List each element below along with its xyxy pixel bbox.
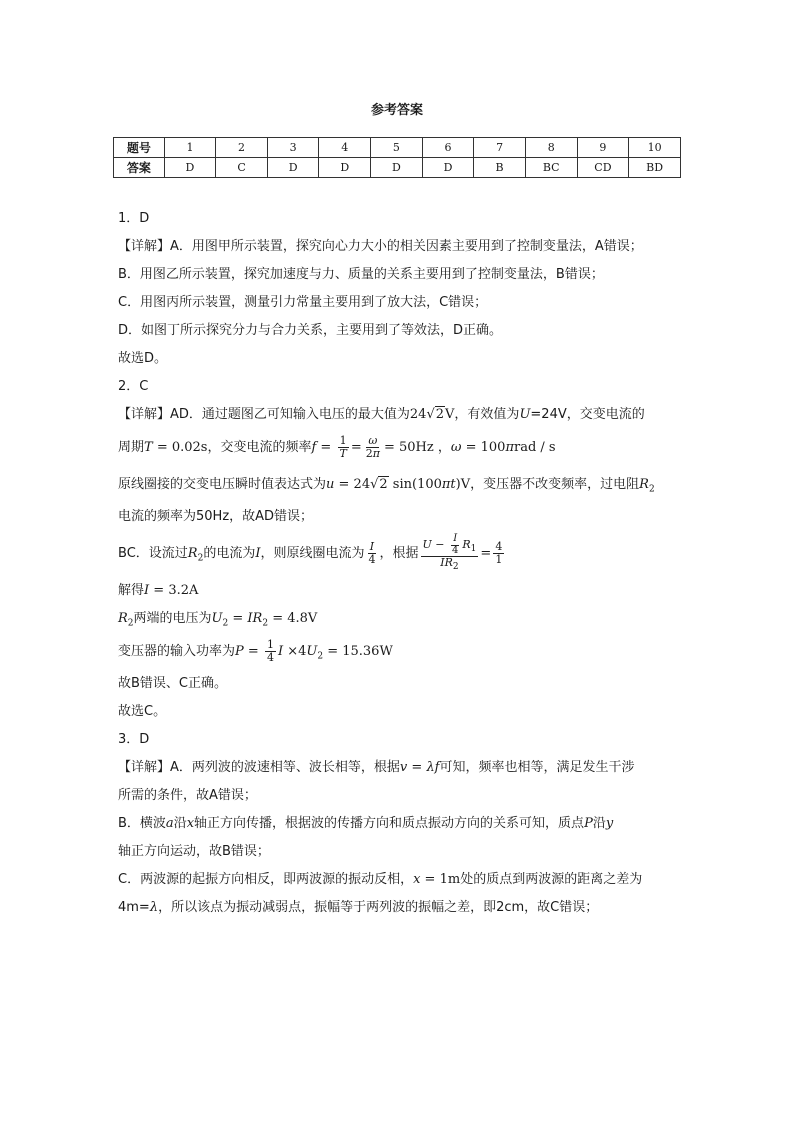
sqrt-symbol: √2 <box>426 407 445 422</box>
table-cell: BD <box>629 158 681 178</box>
solution-line: 故选C。 <box>118 704 167 719</box>
solutions-body <box>118 205 688 922</box>
table-cell: 10 <box>629 138 681 158</box>
solution-line: BC．设流过$R_2$的电流为I，则原线圈电流为 $\frac{I}{4}$ ，根据 U − $\frac{I}{4}$ $R_1$ $IR_2$ = $\frac{4}{1}$ <box>118 533 503 573</box>
table-cell: 9 <box>577 138 629 158</box>
table-cell: 2 <box>216 138 268 158</box>
solution-line: B．横波a沿x轴正方向传播，根据波的传播方向和质点振动方向的关系可知，质点P沿y <box>118 816 614 831</box>
table-cell: D <box>371 158 423 178</box>
table-cell: D <box>164 158 216 178</box>
table-cell: 4 <box>319 138 371 158</box>
question-heading: 2．C <box>118 379 149 394</box>
solution-line: B．用图乙所示装置，探究加速度与力、质量的关系主要用到了控制变量法，B错误； <box>118 267 604 282</box>
table-cell: D <box>319 158 371 178</box>
solution-line: 所需的条件，故A错误； <box>118 788 257 803</box>
solution-line: D．如图丁所示探究分力与合力关系，主要用到了等效法，D正确。 <box>118 323 503 338</box>
solution-line: 电流的频率为50Hz，故AD错误； <box>118 509 314 524</box>
table-cell: 5 <box>371 138 423 158</box>
solution-line: 【详解】A．用图甲所示装置，探究向心力大小的相关因素主要用到了控制变量法，A错误； <box>118 239 643 254</box>
table-cell: BC <box>525 158 577 178</box>
table-header-cell: 答案 <box>114 158 165 178</box>
table-cell: CD <box>577 158 629 178</box>
solution-line: C．用图丙所示装置，测量引力常量主要用到了放大法，C错误； <box>118 295 488 310</box>
solution-line: $R_2$两端的电压为$U_2 = IR_2 = 4.8V$ <box>118 611 318 629</box>
table-cell: D <box>422 158 474 178</box>
table-cell: 6 <box>422 138 474 158</box>
solution-line: C．两波源的起振方向相反，即两波源的振动反相，x = 1m处的质点到两波源的距离之差为 <box>118 872 643 887</box>
solution-line: 变压器的输入功率为P = $\frac{1}{4}$ $I \times 4U_2 = 15.36W$ <box>118 638 393 664</box>
solution-line: 故B错误、C正确。 <box>118 676 227 691</box>
table-row <box>114 138 681 158</box>
table-cell: B <box>474 158 526 178</box>
solution-line: 轴正方向运动，故B错误； <box>118 844 270 859</box>
solution-line: 【详解】AD．通过题图乙可知输入电压的最大值为24√2V，有效值为U=24V，交变电流的 <box>118 407 645 422</box>
question-heading: 3．D <box>118 732 150 747</box>
table-cell: D <box>267 158 319 178</box>
solution-line: 【详解】A．两列波的波速相等、波长相等，根据v = λf可知，频率也相等，满足发生干涉 <box>118 760 635 775</box>
solution-line: 4m=λ，所以该点为振动减弱点，振幅等于两列波的振幅之差，即2cm，故C错误； <box>118 900 599 915</box>
table-cell: 1 <box>164 138 216 158</box>
table-cell: 3 <box>267 138 319 158</box>
table-header-cell: 题号 <box>114 138 165 158</box>
solution-line: 故选D。 <box>118 351 168 366</box>
table-cell: C <box>216 158 268 178</box>
question-heading: 1．D <box>118 211 150 226</box>
answer-table <box>113 137 681 178</box>
solution-line: 原线圈接的交变电压瞬时值表达式为u = 24√2 sin(100πt)V，变压器不改变频率，过电阻$R_2$ <box>118 477 655 495</box>
solution-line: 周期T = 0.02s，交变电流的频率f = $\frac{1}{T}$ = $\frac{\omega}{2\pi}$ = 50Hz ，ω = 100πrad / s <box>118 434 556 460</box>
table-cell: 7 <box>474 138 526 158</box>
solution-line: 解得I = 3.2A <box>118 583 199 598</box>
table-cell: 8 <box>525 138 577 158</box>
table-row <box>114 158 681 178</box>
page-title: 参考答案 <box>370 103 423 118</box>
